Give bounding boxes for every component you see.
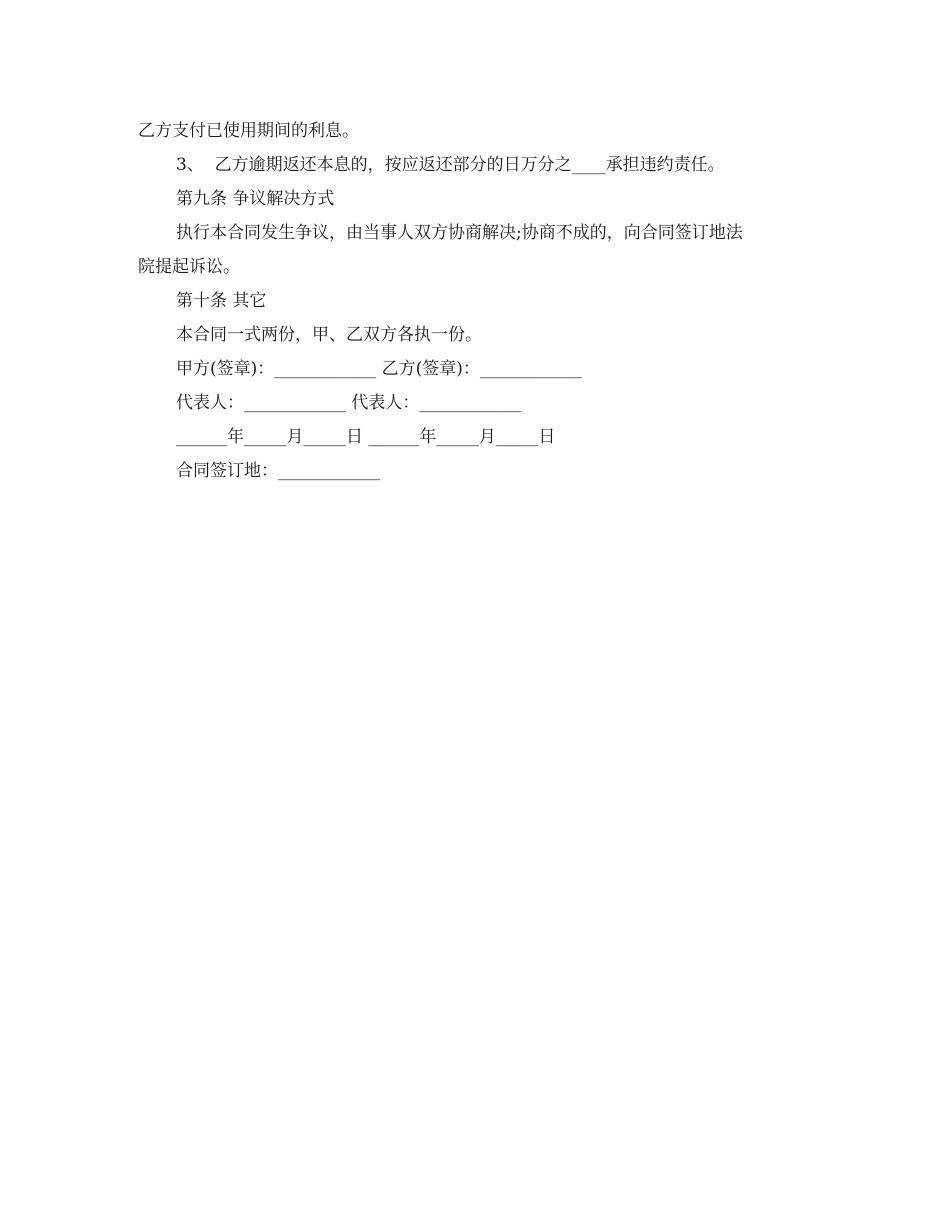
party-signature-line: 甲方(签章)：____________ 乙方(签章)：____________: [176, 359, 582, 379]
document-body: [138, 114, 828, 488]
copies-statement: 本合同一式两份，甲、乙双方各执一份。: [176, 325, 482, 345]
signing-place-line: 合同签订地：____________: [176, 461, 380, 481]
overdue-penalty-clause: 3、 乙方逾期返还本息的，按应返还部分的日万分之____承担违约责任。: [176, 155, 725, 175]
interest-payment-line: 乙方支付已使用期间的利息。: [138, 121, 359, 141]
dispute-resolution-text: 执行本合同发生争议，由当事人双方协商解决;协商不成的，向合同签订地法: [176, 223, 743, 243]
article-10-heading: 第十条 其它: [176, 291, 267, 311]
signing-date-line: ______年_____月_____日 ______年_____月_____日: [176, 427, 556, 447]
dispute-resolution-text-cont: 院提起诉讼。: [138, 257, 240, 277]
article-9-heading: 第九条 争议解决方式: [176, 189, 335, 209]
representative-line: 代表人：____________ 代表人：____________: [176, 393, 522, 413]
